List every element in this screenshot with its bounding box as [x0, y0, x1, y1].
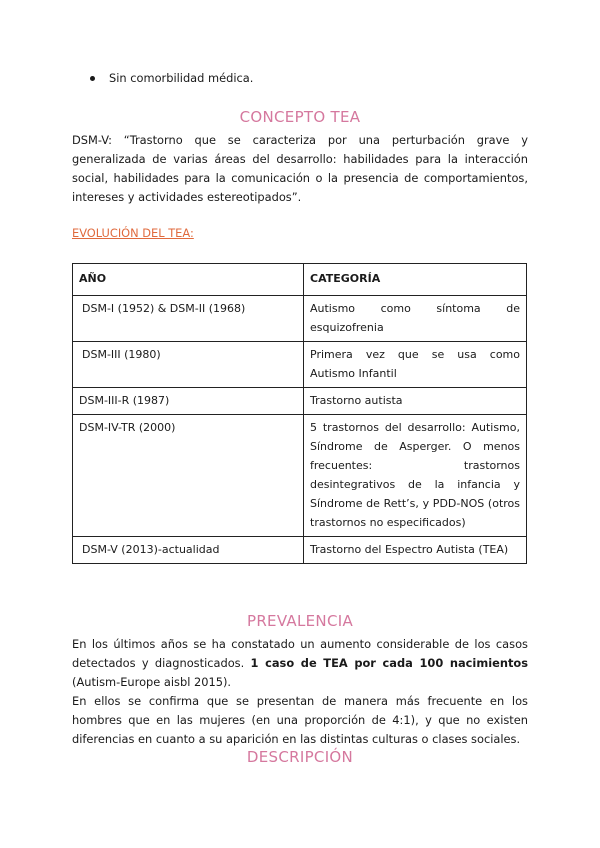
prevalencia-heading: PREVALENCIA: [246, 612, 354, 630]
row-category: Trastorno del Espectro Autista (TEA): [304, 537, 527, 564]
row-year: DSM-V (2013)-actualidad: [73, 537, 304, 564]
row-category: Autismo como síntoma de esquizofrenia: [304, 296, 527, 342]
row-year: DSM-IV-TR (2000): [73, 415, 304, 537]
bullet-item: [90, 71, 253, 85]
row-category: 5 trastornos del desarrollo: Autismo, Síndrome de Asperger. O menos frecuentes: trastornos desintegrativos de la infancia y Síndrome de Rett’s, y PDD-NOS (otros trastornos no especificados): [304, 415, 527, 537]
header-category: CATEGORÍA: [304, 264, 527, 296]
table-row: [73, 342, 527, 388]
table-row: [73, 537, 527, 564]
prevalencia-text-1a: En los últimos años se ha constatado un aumento considerable de los casos detectados y diagnosticados.: [72, 637, 528, 670]
bullet-dot-icon: [90, 76, 95, 81]
table-row: [73, 388, 527, 415]
row-year: DSM-III (1980): [73, 342, 304, 388]
evolucion-table: [72, 263, 527, 564]
table-row: [73, 296, 527, 342]
prevalencia-paragraph: [72, 635, 528, 749]
row-category: Primera vez que se usa como Autismo Infantil: [304, 342, 527, 388]
prevalencia-highlight: 1 caso de TEA por cada 100 nacimientos: [250, 656, 528, 670]
concepto-heading: CONCEPTO TEA: [239, 108, 361, 126]
prevalencia-text-1: [72, 635, 528, 692]
row-year: DSM-III-R (1987): [73, 388, 304, 415]
evolucion-heading: EVOLUCIÓN DEL TEA:: [72, 226, 194, 240]
row-category: Trastorno autista: [304, 388, 527, 415]
table-header-row: [73, 264, 527, 296]
header-year: AÑO: [73, 264, 304, 296]
concepto-text: DSM-V: “Trastorno que se caracteriza por una perturbación grave y generalizada de varias áreas del desarrollo: habilidades para la interacción social, habilidades para la comunicación o la presencia de comportamientos, intereses y actividades estereotipados”.: [72, 133, 528, 204]
prevalencia-text-2: En ellos se confirma que se presentan de manera más frecuente en los hombres que en las mujeres (en una proporción de 4:1), y que no existen diferencias en cuanto a su aparición en las distintas culturas o clases sociales.: [72, 694, 528, 746]
row-year: DSM-I (1952) & DSM-II (1968): [73, 296, 304, 342]
descripcion-heading: DESCRIPCIÓN: [246, 748, 354, 766]
concepto-paragraph: [72, 131, 528, 207]
table-row: [73, 415, 527, 537]
prevalencia-text-1b: (Autism-Europe aisbl 2015).: [72, 675, 232, 689]
bullet-text: Sin comorbilidad médica.: [109, 71, 254, 85]
